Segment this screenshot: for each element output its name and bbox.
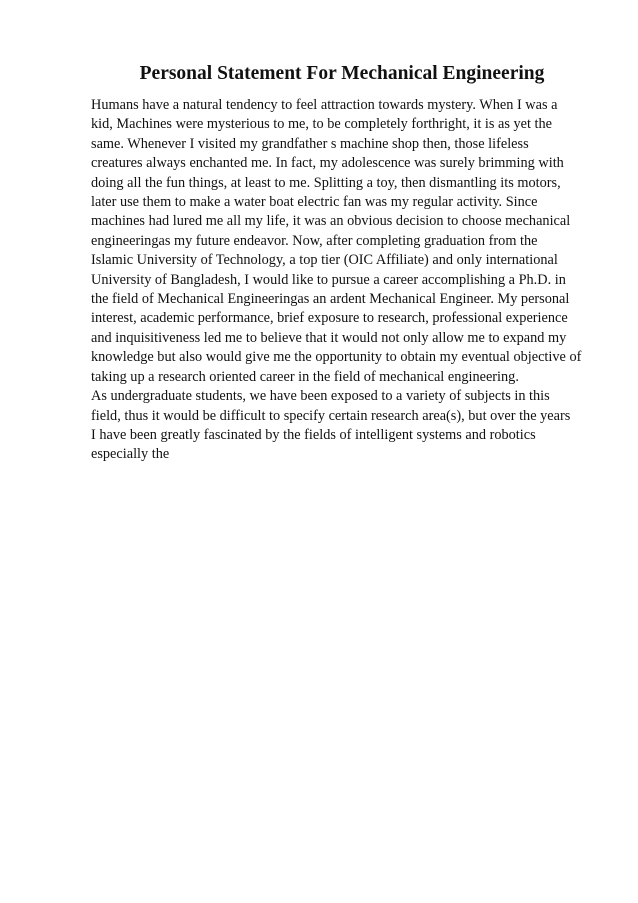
body-line: field, thus it would be difficult to specify certain research area(s), but over the years bbox=[91, 407, 571, 424]
body-line: Humans have a natural tendency to feel attraction towards mystery. When I was a bbox=[91, 97, 558, 113]
body-line: and inquisitiveness led me to believe that it would not only allow me to expand my bbox=[91, 329, 567, 346]
body-line: kid, Machines were mysterious to me, to be completely forthright, it is as yet the bbox=[91, 116, 552, 133]
body-line: the field of Mechanical Engineeringas an ardent Mechanical Engineer. My personal bbox=[91, 291, 570, 308]
body-line: especially the bbox=[91, 446, 170, 463]
document-body bbox=[91, 96, 611, 465]
body-line: knowledge but also would give me the opportunity to obtain my eventual objective of bbox=[91, 349, 582, 366]
body-line: I have been greatly fascinated by the fields of intelligent systems and robotics bbox=[91, 426, 536, 443]
body-line: doing all the fun things, at least to me. Splitting a toy, then dismantling its motors, bbox=[91, 174, 561, 191]
body-line: engineeringas my future endeavor. Now, after completing graduation from the bbox=[91, 232, 538, 249]
body-line: University of Bangladesh, I would like to pursue a career accomplishing a Ph.D. in bbox=[91, 271, 566, 288]
body-line: taking up a research oriented career in the field of mechanical engineering. bbox=[91, 368, 519, 385]
body-line: Islamic University of Technology, a top tier (OIC Affiliate) and only international bbox=[91, 252, 558, 269]
document-title: Personal Statement For Mechanical Engineering bbox=[139, 63, 545, 84]
body-line: As undergraduate students, we have been exposed to a variety of subjects in this bbox=[91, 388, 550, 405]
body-line: later use them to make a water boat electric fan was my regular activity. Since bbox=[91, 194, 538, 211]
body-line: same. Whenever I visited my grandfather s machine shop then, those lifeless bbox=[91, 135, 529, 152]
body-line: interest, academic performance, brief exposure to research, professional experience bbox=[91, 310, 568, 327]
body-line: creatures always enchanted me. In fact, my adolescence was surely brimming with bbox=[91, 155, 564, 172]
body-line: machines had lured me all my life, it was an obvious decision to choose mechanical bbox=[91, 213, 571, 230]
